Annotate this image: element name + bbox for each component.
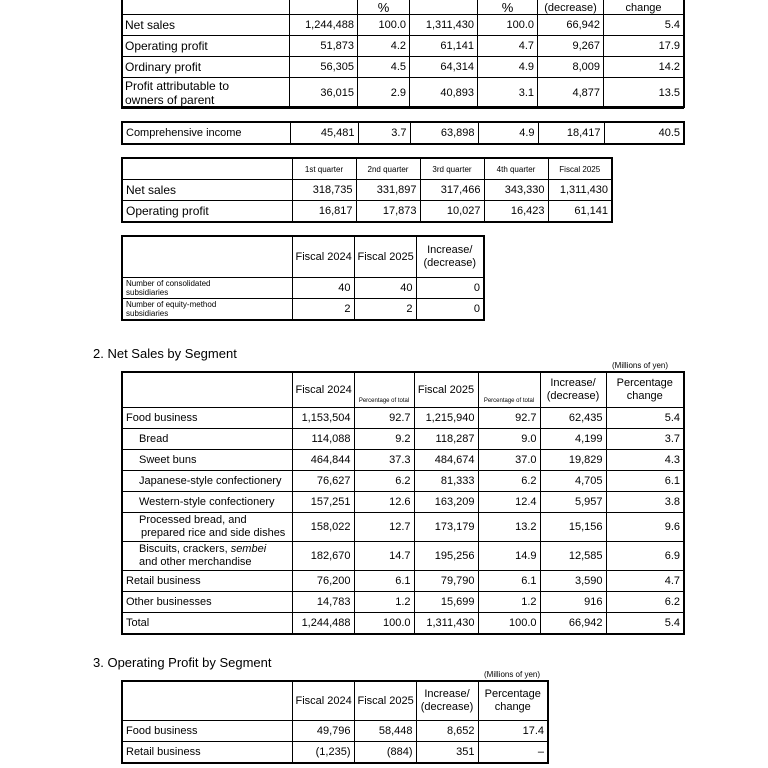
table-row <box>122 180 612 201</box>
cell: 18,417 <box>538 122 604 144</box>
row-label-italic: sembei <box>230 543 267 555</box>
cell: 5.4 <box>604 15 684 36</box>
unit-label: (Millions of yen) <box>612 361 669 370</box>
fiscal-2025-header: Fiscal 2025 <box>354 681 416 721</box>
cell: 4.9 <box>478 122 538 144</box>
cell: 100.0 <box>358 15 410 36</box>
table-row <box>122 57 684 78</box>
row-label: Bread <box>122 429 292 450</box>
cell: 15,156 <box>540 513 606 542</box>
cell: 61,141 <box>410 36 478 57</box>
row-label-line1: Profit attributable to <box>125 79 230 93</box>
cell: 2 <box>354 299 416 321</box>
row-label: Western-style confectionery <box>122 492 292 513</box>
table-row-total <box>122 613 684 635</box>
cell: 163,209 <box>414 492 478 513</box>
row-label-text: Biscuits, crackers, <box>139 543 231 555</box>
quarter-header: 3rd quarter <box>420 158 484 180</box>
section-title-operating-profit: 3. Operating Profit by Segment <box>93 655 272 670</box>
cell: 157,251 <box>292 492 354 513</box>
cell: 12,585 <box>540 542 606 571</box>
change-header: change <box>604 0 684 15</box>
cell: 4.9 <box>478 57 538 78</box>
row-label <box>122 278 292 299</box>
increase-header-line2: (decrease) <box>420 701 474 713</box>
table-row <box>122 571 684 592</box>
table-row <box>122 542 684 571</box>
quarter-header: 4th quarter <box>484 158 548 180</box>
row-label: Other businesses <box>122 592 292 613</box>
cell: 331,897 <box>356 180 420 201</box>
row-label <box>122 78 290 109</box>
cell: 79,790 <box>414 571 478 592</box>
cell: 100.0 <box>478 613 540 635</box>
cell: 16,423 <box>484 201 548 223</box>
cell: 12.7 <box>354 513 414 542</box>
table-row <box>122 471 684 492</box>
cell: 5.4 <box>606 408 684 429</box>
table-row <box>122 278 484 299</box>
table-row <box>122 513 684 542</box>
cell: 40 <box>292 278 354 299</box>
cell: 3.7 <box>606 429 684 450</box>
cell: 13.2 <box>478 513 540 542</box>
cell: 13.5 <box>604 78 684 109</box>
cell: 343,330 <box>484 180 548 201</box>
quarter-header: Fiscal 2025 <box>548 158 612 180</box>
pct-header-2024: % <box>358 0 410 15</box>
cell: 62,435 <box>540 408 606 429</box>
cell: (884) <box>354 742 416 764</box>
row-label: Total <box>122 613 292 635</box>
table-row <box>122 450 684 471</box>
quarter-header-row <box>122 158 612 180</box>
cell: 40.5 <box>604 122 684 144</box>
row-label: Sweet buns <box>122 450 292 471</box>
row-label: Operating profit <box>122 36 290 57</box>
fiscal-2025-header: Fiscal 2025 <box>354 236 416 278</box>
cell: 118,287 <box>414 429 478 450</box>
cell: 1,311,430 <box>414 613 478 635</box>
cell: 12.4 <box>478 492 540 513</box>
cell: 114,088 <box>292 429 354 450</box>
cell: 9.0 <box>478 429 540 450</box>
cell: 6.9 <box>606 542 684 571</box>
cell: (1,235) <box>292 742 354 764</box>
row-label: Food business <box>122 721 292 742</box>
cell: 37.0 <box>478 450 540 471</box>
row-label: Net sales <box>122 180 292 201</box>
cell: 56,305 <box>290 57 358 78</box>
row-label: Retail business <box>122 571 292 592</box>
increase-header-line1: Increase/ <box>427 244 473 256</box>
fiscal-2025-header: Fiscal 2025 <box>414 372 478 408</box>
cell: 40,893 <box>410 78 478 109</box>
table-row <box>122 36 684 57</box>
table-row <box>122 408 684 429</box>
row-label: Retail business <box>122 742 292 764</box>
increase-header <box>416 236 484 278</box>
cell: 19,829 <box>540 450 606 471</box>
cell: 195,256 <box>414 542 478 571</box>
cell: 0 <box>416 278 484 299</box>
operating-profit-segment-table <box>121 680 549 764</box>
row-label-line1: Number of equity-method <box>126 300 217 309</box>
pct-total-header-2024: Percentage of total <box>354 372 414 408</box>
cell: 40 <box>354 278 416 299</box>
row-label: Food business <box>122 408 292 429</box>
cell: 3.1 <box>478 78 538 109</box>
increase-header: (decrease) <box>538 0 604 15</box>
subsidiaries-table <box>121 235 485 321</box>
cell: 17.9 <box>604 36 684 57</box>
comprehensive-income-table <box>121 121 685 145</box>
row-label-line2: subsidiaries <box>126 309 169 318</box>
fiscal-2024-header: Fiscal 2024 <box>292 372 354 408</box>
cell: 100.0 <box>478 15 538 36</box>
cell: 76,200 <box>292 571 354 592</box>
cell: 2.9 <box>358 78 410 109</box>
table-row <box>122 742 548 764</box>
section-title-net-sales: 2. Net Sales by Segment <box>93 346 237 361</box>
cell: 81,333 <box>414 471 478 492</box>
cell: 182,670 <box>292 542 354 571</box>
cell: 351 <box>416 742 478 764</box>
cell: 4,199 <box>540 429 606 450</box>
cell: 8,652 <box>416 721 478 742</box>
quarterly-table <box>121 157 613 223</box>
cell: 9,267 <box>538 36 604 57</box>
cell: 76,627 <box>292 471 354 492</box>
cell: 66,942 <box>540 613 606 635</box>
cell: 4.7 <box>478 36 538 57</box>
cell: 4,877 <box>538 78 604 109</box>
cell: 100.0 <box>354 613 414 635</box>
row-label: Japanese-style confectionery <box>122 471 292 492</box>
cell: 36,015 <box>290 78 358 109</box>
row-label-line2: subsidiaries <box>126 288 169 297</box>
cell: 37.3 <box>354 450 414 471</box>
cell: 5.4 <box>606 613 684 635</box>
cell: 61,141 <box>548 201 612 223</box>
cell: 17.4 <box>478 721 548 742</box>
row-label-line2: owners of parent <box>125 93 215 107</box>
increase-header <box>416 681 478 721</box>
increase-header-line2: (decrease) <box>546 390 600 402</box>
summary-table <box>121 0 684 109</box>
row-label: Ordinary profit <box>122 57 290 78</box>
cell: 64,314 <box>410 57 478 78</box>
cell: 4.7 <box>606 571 684 592</box>
table-row <box>122 721 548 742</box>
cell: 4,705 <box>540 471 606 492</box>
cell: 10,027 <box>420 201 484 223</box>
pct-total-header-2025: Percentage of total <box>478 372 540 408</box>
quarter-header: 2nd quarter <box>356 158 420 180</box>
change-header-line2: change <box>626 390 663 402</box>
fiscal-2024-header: Fiscal 2024 <box>292 236 354 278</box>
cell: 2 <box>292 299 354 321</box>
cell: 3,590 <box>540 571 606 592</box>
cell: 9.2 <box>354 429 414 450</box>
cell: 49,796 <box>292 721 354 742</box>
cell: 158,022 <box>292 513 354 542</box>
subsidiaries-header-row <box>122 236 484 278</box>
row-label: Operating profit <box>122 201 292 223</box>
table-row <box>122 122 684 144</box>
cell: 12.6 <box>354 492 414 513</box>
cell: 1,311,430 <box>410 15 478 36</box>
net-sales-segment-table <box>121 371 685 635</box>
cell: 6.2 <box>606 592 684 613</box>
cell: 1,311,430 <box>548 180 612 201</box>
cell: 45,481 <box>290 122 358 144</box>
pct-header-2025: % <box>478 0 538 15</box>
row-label <box>122 513 292 542</box>
table-row <box>122 15 684 36</box>
cell: 6.1 <box>354 571 414 592</box>
table-row <box>122 299 484 321</box>
cell: 14.2 <box>604 57 684 78</box>
cell: 14.7 <box>354 542 414 571</box>
cell: 318,735 <box>292 180 356 201</box>
segment-header-row <box>122 372 684 408</box>
row-label: Net sales <box>122 15 290 36</box>
cell: 17,873 <box>356 201 420 223</box>
cell: 5,957 <box>540 492 606 513</box>
row-label-line1: Number of consolidated <box>126 279 211 288</box>
cell: 92.7 <box>478 408 540 429</box>
cell: 6.1 <box>478 571 540 592</box>
cell: 63,898 <box>410 122 478 144</box>
quarter-header: 1st quarter <box>292 158 356 180</box>
increase-header-line2: (decrease) <box>423 257 477 269</box>
cell: 4.2 <box>358 36 410 57</box>
cell: 3.7 <box>358 122 410 144</box>
cell: 58,448 <box>354 721 416 742</box>
change-header-line1: Percentage <box>616 377 673 389</box>
cell: 464,844 <box>292 450 354 471</box>
cell: 1.2 <box>478 592 540 613</box>
cell: 4.5 <box>358 57 410 78</box>
table-row <box>122 78 684 109</box>
table-row <box>122 592 684 613</box>
increase-header-line1: Increase/ <box>550 377 596 389</box>
row-label-line2: prepared rice and side dishes <box>141 527 286 539</box>
row-label <box>122 299 292 321</box>
row-label-line2: and other merchandise <box>139 556 252 568</box>
cell: 6.2 <box>478 471 540 492</box>
row-label <box>122 542 292 571</box>
cell: 6.2 <box>354 471 414 492</box>
cell: 484,674 <box>414 450 478 471</box>
increase-header-line1: Increase/ <box>424 688 470 700</box>
row-label: Comprehensive income <box>122 122 290 144</box>
cell: 16,817 <box>292 201 356 223</box>
cell: 14.9 <box>478 542 540 571</box>
cell: 0 <box>416 299 484 321</box>
change-header <box>606 372 684 408</box>
table-row <box>122 492 684 513</box>
cell: – <box>478 742 548 764</box>
cell: 1,244,488 <box>292 613 354 635</box>
segment-header-row <box>122 681 548 721</box>
cell: 1,153,504 <box>292 408 354 429</box>
cell: 317,466 <box>420 180 484 201</box>
fiscal-2024-header: Fiscal 2024 <box>292 681 354 721</box>
increase-header <box>540 372 606 408</box>
cell: 9.6 <box>606 513 684 542</box>
row-label-line1: Processed bread, and <box>139 514 247 526</box>
cell: 4.3 <box>606 450 684 471</box>
table-row <box>122 201 612 223</box>
cell: 1.2 <box>354 592 414 613</box>
row-label-line1 <box>139 543 289 556</box>
change-header-line2: change <box>494 701 531 713</box>
cell: 8,009 <box>538 57 604 78</box>
cell: 15,699 <box>414 592 478 613</box>
cell: 1,244,488 <box>290 15 358 36</box>
cell: 51,873 <box>290 36 358 57</box>
cell: 6.1 <box>606 471 684 492</box>
cell: 92.7 <box>354 408 414 429</box>
cell: 66,942 <box>538 15 604 36</box>
cell: 916 <box>540 592 606 613</box>
unit-label: (Millions of yen) <box>484 670 541 679</box>
summary-header-row <box>122 0 684 15</box>
change-header-line1: Percentage <box>484 688 541 700</box>
cell: 14,783 <box>292 592 354 613</box>
cell: 173,179 <box>414 513 478 542</box>
change-header <box>478 681 548 721</box>
cell: 3.8 <box>606 492 684 513</box>
table-row <box>122 429 684 450</box>
cell: 1,215,940 <box>414 408 478 429</box>
